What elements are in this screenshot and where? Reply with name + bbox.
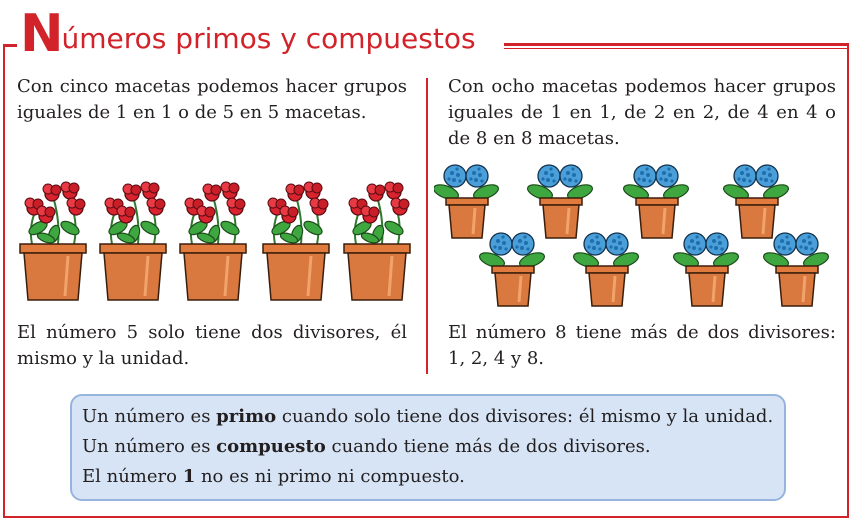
callout-line-composite-before: Un número es (82, 436, 217, 457)
column-divider (426, 78, 428, 374)
term-one: 1 (182, 466, 196, 487)
callout-line-one (82, 462, 784, 492)
title-initial: N (20, 4, 62, 64)
term-primo: primo (216, 406, 277, 427)
callout-line-prime (82, 402, 784, 432)
callout-line-composite (82, 432, 784, 462)
left-intro-text: Con cinco macetas podemos hacer grupos iguales de 1 en 1 o de 5 en 5 macetas. (17, 76, 407, 123)
callout-line-composite-after: cuando tiene más de dos divisores. (325, 436, 651, 457)
callout-line-prime-before: Un número es (82, 406, 217, 427)
title-rest: úmeros primos y compuestos (61, 22, 476, 55)
definition-callout (70, 394, 786, 501)
callout-line-one-before: El número (82, 466, 183, 487)
left-conclusion-text: El número 5 solo tiene dos divisores, él mismo y la unidad. (17, 322, 407, 369)
blue-flower-pots-illustration (434, 158, 848, 308)
callout-line-prime-after: cuando solo tiene dos divisores: él mismo y la unidad. (276, 406, 774, 427)
right-intro-text: Con ocho macetas podemos hacer grupos iguales de 1 en 1, de 2 en 2, de 4 en 4 o de 8 en 8 macetas. (448, 76, 836, 149)
term-compuesto: compuesto (216, 436, 326, 457)
red-flower-pots-illustration (14, 172, 414, 307)
callout-line-one-after: no es ni primo ni compuesto. (195, 466, 465, 487)
right-conclusion-text: El número 8 tiene más de dos divisores: 1, 2, 4 y 8. (448, 322, 836, 369)
